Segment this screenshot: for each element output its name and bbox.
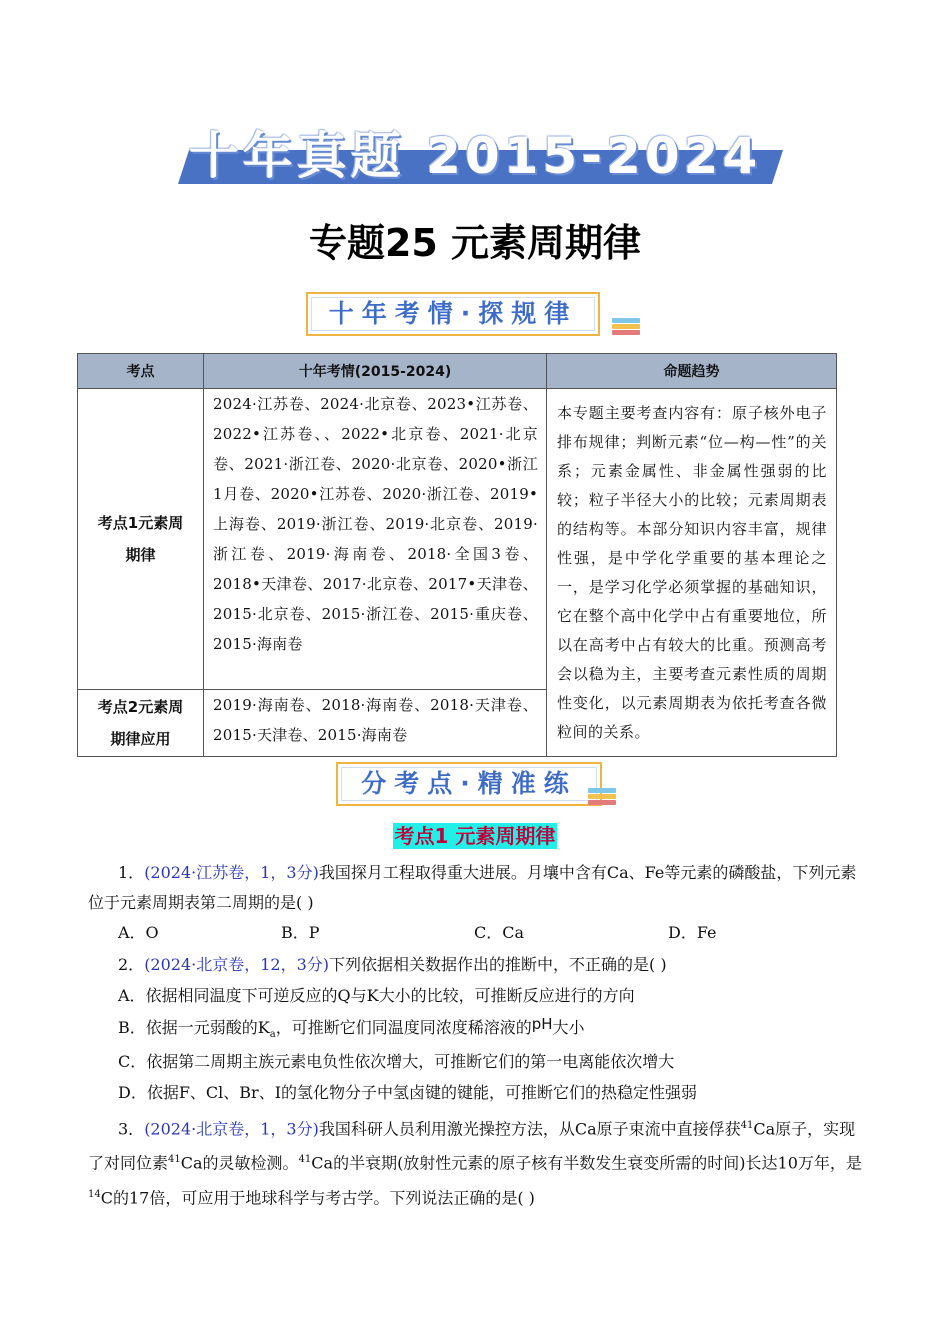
exams-cell: 2019·海南卷、2018·海南卷、2018·天津卷、2015·天津卷、2015·海南卷: [204, 690, 547, 757]
isotope-mass: 41: [168, 1154, 181, 1166]
option-b-text: B．依据一元弱酸的K: [118, 1018, 270, 1037]
table-header-row: [78, 354, 837, 389]
option-c: C．Ca: [474, 923, 525, 942]
question-1-options: [118, 918, 818, 948]
question-3: [88, 1110, 863, 1213]
topic-label: 考点2元素周期律应用: [97, 698, 184, 748]
overview-table: [77, 353, 837, 757]
question-text-4: Ca的半衰期(放射性元素的原子核有半数发生衰变所需的时间)长达10万年，是: [311, 1153, 862, 1173]
option-b-subscript: a: [269, 1029, 276, 1041]
option-d: D．依据F、Cl、Br、I的氢化物分子中氢卤键的键能，可推断它们的热稳定性强弱: [118, 1083, 698, 1102]
question-text-2: Ca原子，实现了对同位素: [88, 1119, 856, 1173]
isotope-mass-c14: 14: [88, 1188, 101, 1200]
books-icon: [588, 788, 618, 810]
topic-cell: [78, 690, 204, 757]
option-b-text-mid: ，可推断它们同温度同浓度稀溶液的: [275, 1018, 532, 1037]
option-c: C．依据第二周期主族元素电负性依次增大，可推断它们的第一电离能依次增大: [118, 1052, 675, 1071]
banner-text: 十年真题 2015-2024: [188, 127, 762, 185]
option-b: [118, 1013, 585, 1050]
section-label-practice: 分考点·精准练: [336, 762, 602, 806]
option-d: D．Fe: [668, 923, 717, 942]
header-exams: 十年考情(2015-2024): [204, 354, 547, 389]
question-2: [88, 950, 863, 980]
section-title-text: 考点1 元素周期律: [394, 824, 556, 848]
question-number: 1．: [118, 863, 145, 882]
banner: [178, 112, 772, 186]
option-b-text-end: 大小: [552, 1018, 585, 1037]
question-number: 3．: [118, 1119, 145, 1139]
page-title: 专题25 元素周期律: [308, 221, 642, 265]
ph-symbol: pH: [531, 1015, 553, 1033]
option-a: A．O: [118, 923, 159, 942]
isotope-mass: 41: [740, 1120, 754, 1131]
option-b: B．P: [281, 923, 320, 942]
section-label-trends: 十年考情·探规律: [306, 292, 600, 336]
question-source: (2024·北京卷，12，3分): [144, 955, 330, 974]
question-text: 下列依据相关数据作出的推断中，不正确的是( ): [329, 955, 667, 974]
trend-cell: 本专题主要考查内容有：原子核外电子排布规律；判断元素“位—构—性”的关系；元素金属性、非金属性强弱的比较；粒子半径大小的比较；元素周期表的结构等。本部分知识内容丰富，规律性强，是中学化学重要的基本理论之一，是学习化学必须掌握的基础知识，它在整个高中化学中占有重要地位，所以在高考中占有较大的比重。预测高考会以稳为主，主要考查元素性质的周期性变化，以元素周期表为依托考查各微粒间的关系。: [547, 389, 837, 757]
isotope-mass: 41: [298, 1154, 312, 1166]
header-topic: 考点: [78, 354, 204, 389]
table-row: [78, 389, 837, 690]
header-trend: 命题趋势: [547, 354, 837, 389]
books-icon: [612, 318, 642, 340]
question-text-3: Ca的灵敏检测。: [180, 1153, 299, 1173]
question-number: 2．: [118, 955, 145, 974]
option-a: A．依据相同温度下可逆反应的Q与K大小的比较，可推断反应进行的方向: [118, 986, 635, 1005]
topic-cell: [78, 389, 204, 690]
topic-label: 考点1元素周期律: [97, 514, 184, 564]
question-text-5: C的17倍，可应用于地球科学与考古学。下列说法正确的是( ): [100, 1187, 535, 1207]
question-text: 我国科研人员利用激光操控方法，从Ca原子束流中直接俘获: [318, 1119, 741, 1139]
question-source: (2024·江苏卷，1，3分): [144, 863, 319, 882]
exams-cell: 2024·江苏卷、2024·北京卷、2023•江苏卷、2022•江苏卷、、2022•北京卷、2021·北京卷、2021·浙江卷、2020·北京卷、2020•浙江1月卷、2020•江苏卷、2020·浙江卷、2019•上海卷、2019·浙江卷、2019·北京卷、2019·浙江卷、2019·海南卷、2018·全国3卷、2018•天津卷、2017·北京卷、2017•天津卷、2015·北京卷、2015·浙江卷、2015·重庆卷、2015·海南卷: [204, 389, 547, 690]
question-text: 我国探月工程取得重大进展。月壤中含有Ca、Fe等元素的磷酸盐，下列元素位于元素周期表第二周期的是( ): [88, 863, 857, 912]
question-1: [88, 858, 863, 918]
question-source: (2024·北京卷，1，3分): [144, 1119, 319, 1139]
section-title: [0, 820, 950, 849]
